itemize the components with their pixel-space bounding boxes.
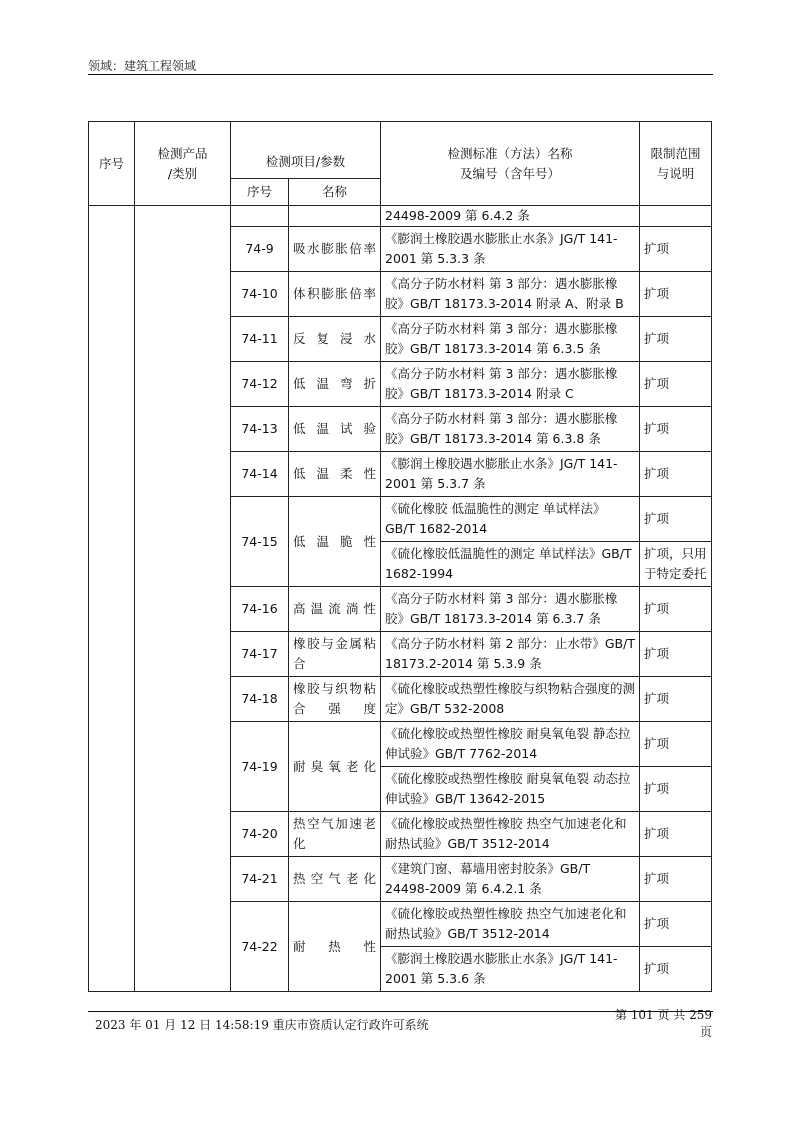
standard-cell: 24498-2009 第 6.4.2 条 [381,206,640,227]
standard-cell: 《建筑门窗、幕墙用密封胶条》GB/T 24498-2009 第 6.4.2.1 条 [381,857,640,902]
limit-cell: 扩项 [640,587,712,632]
item-name-cell: 橡胶与织物粘合强度 [289,677,381,722]
limit-cell: 扩项 [640,812,712,857]
standard-cell: 《高分子防水材料 第 3 部分：遇水膨胀橡胶》GB/T 18173.3-2014 附录 C [381,362,640,407]
item-seq-cell: 74-13 [231,407,289,452]
item-seq-cell: 74-14 [231,452,289,497]
limit-cell: 扩项 [640,272,712,317]
col-header-item-group: 检测项目/参数 [231,122,381,179]
limit-cell: 扩项 [640,902,712,947]
item-seq-cell: 74-10 [231,272,289,317]
standard-cell: 《硫化橡胶或热塑性橡胶与织物粘合强度的测定》GB/T 532-2008 [381,677,640,722]
item-seq-cell: 74-17 [231,632,289,677]
item-name-cell: 热空气老化 [289,857,381,902]
standard-cell: 《硫化橡胶 低温脆性的测定 单试样法》GB/T 1682-2014 [381,497,640,542]
table-body [89,206,712,992]
item-name-cell: 吸水膨胀倍率 [289,227,381,272]
standard-cell: 《硫化橡胶或热塑性橡胶 耐臭氧龟裂 静态拉伸试验》GB/T 7762-2014 [381,722,640,767]
standard-cell: 《膨润土橡胶遇水膨胀止水条》JG/T 141-2001 第 5.3.6 条 [381,947,640,992]
standard-cell: 《硫化橡胶低温脆性的测定 单试样法》GB/T 1682-1994 [381,542,640,587]
item-name-cell [289,206,381,227]
limit-cell: 扩项 [640,227,712,272]
col-header-product: 检测产品 /类别 [135,122,231,206]
col-header-seq: 序号 [89,122,135,206]
limit-cell: 扩项 [640,317,712,362]
standard-cell: 《高分子防水材料 第 3 部分：遇水膨胀橡胶》GB/T 18173.3-2014 第 6.3.8 条 [381,407,640,452]
item-seq-cell: 74-11 [231,317,289,362]
item-seq-cell: 74-15 [231,497,289,587]
page-header-domain: 领域：建筑工程领域 [88,59,197,73]
item-seq-cell: 74-16 [231,587,289,632]
item-name-cell: 耐臭氧老化 [289,722,381,812]
item-seq-cell: 74-20 [231,812,289,857]
standard-cell: 《硫化橡胶或热塑性橡胶 耐臭氧龟裂 动态拉伸试验》GB/T 13642-2015 [381,767,640,812]
limit-cell: 扩项，只用于特定委托 [640,542,712,587]
item-seq-cell [231,206,289,227]
limit-cell [640,206,712,227]
footer-timestamp-system: 2023 年 01 月 12 日 14:58:19 重庆市资质认定行政许可系统 [95,1018,429,1032]
item-seq-cell: 74-22 [231,902,289,992]
limit-cell: 扩项 [640,632,712,677]
col-header-item-seq: 序号 [231,179,289,206]
standard-cell: 《高分子防水材料 第 2 部分：止水带》GB/T 18173.2-2014 第 5.3.9 条 [381,632,640,677]
item-seq-cell: 74-9 [231,227,289,272]
col-header-item-name: 名称 [289,179,381,206]
item-name-cell: 反复浸水 [289,317,381,362]
limit-cell: 扩项 [640,452,712,497]
row-product-cell [135,206,231,992]
item-name-cell: 热空气加速老化 [289,812,381,857]
item-name-cell: 低温弯折 [289,362,381,407]
item-seq-cell: 74-12 [231,362,289,407]
item-seq-cell: 74-19 [231,722,289,812]
header-divider [88,74,713,75]
limit-cell: 扩项 [640,677,712,722]
inspection-scope-table [88,121,712,992]
standard-cell: 《膨润土橡胶遇水膨胀止水条》JG/T 141-2001 第 5.3.7 条 [381,452,640,497]
item-name-cell: 耐热性 [289,902,381,992]
item-name-cell: 低温柔性 [289,452,381,497]
footer-page-info: 第 101 页 共 259 页 [614,1008,712,1039]
item-name-cell: 高温流淌性 [289,587,381,632]
item-name-cell: 体积膨胀倍率 [289,272,381,317]
standard-cell: 《高分子防水材料 第 3 部分：遇水膨胀橡胶》GB/T 18173.3-2014 第 6.3.5 条 [381,317,640,362]
item-name-cell: 橡胶与金属粘合 [289,632,381,677]
item-seq-cell: 74-18 [231,677,289,722]
item-seq-cell: 74-21 [231,857,289,902]
limit-cell: 扩项 [640,362,712,407]
row-seq-cell [89,206,135,992]
table-row-continuation [89,206,712,227]
standard-cell: 《硫化橡胶或热塑性橡胶 热空气加速老化和耐热试验》GB/T 3512-2014 [381,902,640,947]
limit-cell: 扩项 [640,407,712,452]
standard-cell: 《高分子防水材料 第 3 部分：遇水膨胀橡胶》GB/T 18173.3-2014 附录 A、附录 B [381,272,640,317]
standard-cell: 《硫化橡胶或热塑性橡胶 热空气加速老化和耐热试验》GB/T 3512-2014 [381,812,640,857]
limit-cell: 扩项 [640,497,712,542]
limit-cell: 扩项 [640,767,712,812]
col-header-standard: 检测标准（方法）名称 及编号（含年号） [381,122,640,206]
standard-cell: 《高分子防水材料 第 3 部分：遇水膨胀橡胶》GB/T 18173.3-2014 第 6.3.7 条 [381,587,640,632]
limit-cell: 扩项 [640,857,712,902]
item-name-cell: 低温脆性 [289,497,381,587]
limit-cell: 扩项 [640,947,712,992]
col-header-limit: 限制范围 与说明 [640,122,712,206]
standard-cell: 《膨润土橡胶遇水膨胀止水条》JG/T 141-2001 第 5.3.3 条 [381,227,640,272]
limit-cell: 扩项 [640,722,712,767]
item-name-cell: 低温试验 [289,407,381,452]
